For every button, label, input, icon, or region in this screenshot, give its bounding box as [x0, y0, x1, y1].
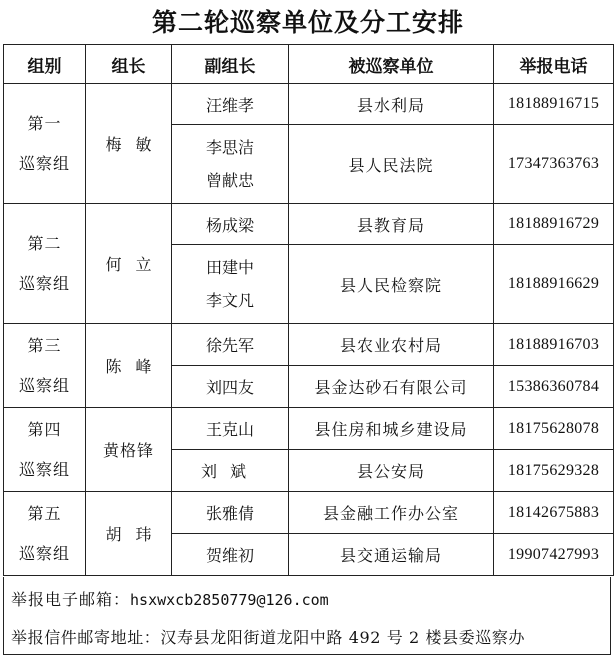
report-contact-footer	[3, 577, 611, 655]
report-phone: 18175628078	[494, 408, 614, 450]
report-address-label: 举报信件邮寄地址：	[11, 628, 161, 647]
report-mail-address-line	[11, 625, 525, 648]
inspection-schedule-table	[3, 44, 614, 576]
report-phone: 18188916703	[494, 324, 614, 366]
report-phone: 18175629328	[494, 450, 614, 492]
deputy-name: 田建中	[205, 258, 254, 277]
group-name-line1: 第三	[27, 335, 62, 355]
report-phone: 18188916729	[494, 204, 614, 245]
table-header-row	[4, 45, 614, 84]
deputy-name: 贺维初	[205, 546, 254, 565]
header-report-phone: 举报电话	[494, 45, 614, 84]
deputy-cell	[172, 84, 289, 125]
deputy-cell	[172, 125, 289, 204]
header-group: 组别	[4, 45, 86, 84]
group-leader: 梅敏	[86, 84, 172, 204]
group-leader: 黄格锋	[86, 408, 172, 492]
report-phone: 18188916629	[494, 245, 614, 324]
group-name-line2: 巡察组	[18, 543, 70, 563]
group-name-line1: 第二	[27, 233, 62, 253]
deputy-cell	[172, 492, 289, 534]
deputy-cell	[172, 450, 289, 492]
group-leader: 陈峰	[86, 324, 172, 408]
deputy-cell	[172, 245, 289, 324]
inspected-unit: 县交通运输局	[289, 534, 494, 576]
group-name-cell	[4, 204, 86, 324]
report-email-line	[11, 587, 329, 610]
inspected-unit: 县人民法院	[289, 125, 494, 204]
group-name-line1: 第四	[27, 419, 62, 439]
inspected-unit: 县住房和城乡建设局	[289, 408, 494, 450]
table-row	[4, 324, 614, 366]
deputy-name: 李文凡	[205, 291, 254, 310]
deputy-name: 李思洁	[205, 138, 254, 157]
group-name-line1: 第一	[27, 113, 62, 133]
deputy-cell	[172, 324, 289, 366]
report-phone: 15386360784	[494, 366, 614, 408]
header-inspected-unit: 被巡察单位	[289, 45, 494, 84]
group-name-cell	[4, 84, 86, 204]
report-phone: 19907427993	[494, 534, 614, 576]
deputy-name: 王克山	[205, 420, 254, 439]
report-phone: 17347363763	[494, 125, 614, 204]
header-deputy: 副组长	[172, 45, 289, 84]
inspected-unit: 县人民检察院	[289, 245, 494, 324]
deputy-name: 张雅倩	[205, 504, 254, 523]
table-row	[4, 492, 614, 534]
inspected-unit: 县农业农村局	[289, 324, 494, 366]
deputy-name: 刘四友	[205, 378, 254, 397]
deputy-name: 杨成梁	[205, 215, 254, 235]
deputy-name: 徐先军	[205, 336, 254, 355]
group-leader: 胡玮	[86, 492, 172, 576]
group-name-cell	[4, 492, 86, 576]
inspected-unit: 县公安局	[289, 450, 494, 492]
group-name-line2: 巡察组	[18, 375, 70, 395]
deputy-cell	[172, 408, 289, 450]
inspected-unit: 县教育局	[289, 204, 494, 245]
inspected-unit: 县金达砂石有限公司	[289, 366, 494, 408]
group-name-line2: 巡察组	[18, 153, 70, 173]
header-leader: 组长	[86, 45, 172, 84]
deputy-name: 刘斌	[200, 462, 259, 481]
report-mail-address: 汉寿县龙阳街道龙阳中路 492 号 2 楼县委巡察办	[160, 628, 526, 647]
deputy-cell	[172, 204, 289, 245]
deputy-name: 曾献忠	[205, 171, 254, 190]
page-title: 第二轮巡察单位及分工安排	[151, 8, 464, 37]
report-phone: 18142675883	[494, 492, 614, 534]
group-name-cell	[4, 324, 86, 408]
group-name-cell	[4, 408, 86, 492]
table-row	[4, 408, 614, 450]
table-row	[4, 204, 614, 245]
report-phone: 18188916715	[494, 84, 614, 125]
group-name-line2: 巡察组	[18, 459, 70, 479]
deputy-name: 汪维孝	[205, 95, 254, 115]
report-email-address: hsxwxcb2850779@126.com	[130, 591, 329, 609]
group-name-line1: 第五	[27, 503, 62, 523]
table-row	[4, 84, 614, 125]
report-email-label: 举报电子邮箱：	[11, 590, 131, 609]
inspected-unit: 县金融工作办公室	[289, 492, 494, 534]
deputy-cell	[172, 366, 289, 408]
group-leader: 何立	[86, 204, 172, 324]
inspected-unit: 县水利局	[289, 84, 494, 125]
deputy-cell	[172, 534, 289, 576]
group-name-line2: 巡察组	[18, 273, 70, 293]
